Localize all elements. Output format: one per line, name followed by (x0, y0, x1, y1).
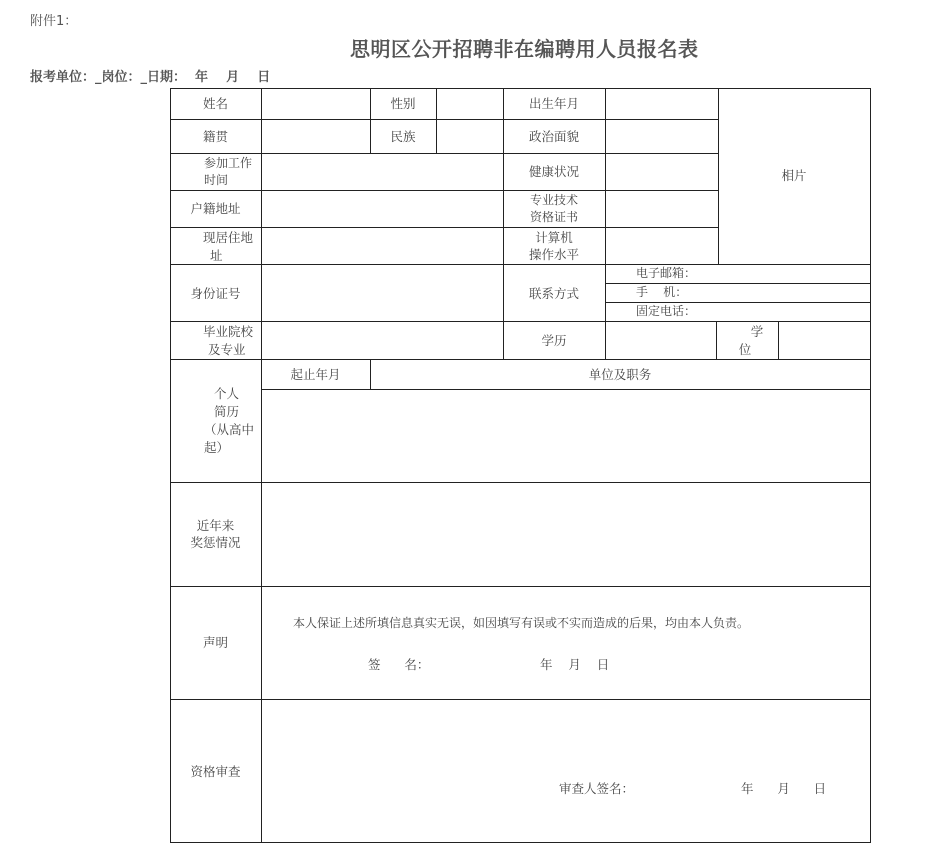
political-status-label: 政治面貌 (528, 129, 579, 144)
qualification-review-label: 资格审查 (190, 764, 241, 779)
cert-label-line1: 专业技术 (529, 193, 578, 207)
degree-label-line1: 学 (750, 324, 764, 339)
degree-label-line2: 位 (738, 342, 752, 357)
contact-label: 联系方式 (528, 286, 579, 301)
id-number-label: 身份证号 (190, 286, 241, 301)
photo-label: 相片 (781, 168, 807, 183)
health-label: 健康状况 (528, 164, 579, 179)
education-label: 学历 (541, 333, 567, 348)
work-start-label-line1: 参加工作 (204, 156, 253, 170)
resume-label-line4: 起） (204, 440, 230, 455)
declaration-label: 声明 (202, 635, 228, 650)
computer-label-line2: 操作水平 (528, 247, 579, 262)
awards-label-line2: 奖惩情况 (190, 535, 241, 550)
birth-label: 出生年月 (528, 96, 579, 111)
computer-label-line1: 计算机 (535, 230, 573, 245)
reviewer-signature-label: 审查人签名： (559, 781, 635, 796)
resume-label-line3: （从高中 (204, 422, 255, 437)
declaration-text: 本人保证上述所填信息真实无误，如因填写有误或不实而造成的后果，均由本人负责。 (293, 616, 750, 630)
cert-label-line2: 资格证书 (529, 210, 578, 224)
email-label: 电子邮箱： (636, 266, 697, 280)
review-date: 年 月 日 (741, 781, 827, 796)
native-place-label: 籍贯 (202, 129, 228, 144)
current-address-label-line1: 现居住地 (203, 230, 254, 245)
awards-label-line1: 近年来 (196, 518, 235, 533)
resume-unit-header: 单位及职务 (588, 367, 652, 382)
resume-period-header: 起止年月 (290, 367, 341, 382)
hukou-address-label: 户籍地址 (190, 201, 241, 216)
work-start-label-line2: 时间 (204, 173, 229, 187)
current-address-label-line2: 址 (210, 248, 223, 263)
school-label-line2: 及专业 (208, 342, 246, 357)
signature-date: 年 月 日 (540, 657, 610, 672)
registration-form-table (170, 88, 871, 843)
mobile-label: 手 机： (636, 285, 688, 299)
attachment-label: 附件1： (30, 14, 78, 29)
resume-label-line1: 个人 (214, 386, 240, 401)
name-label: 姓名 (202, 96, 228, 111)
school-label-line1: 毕业院校 (203, 324, 254, 339)
signature-label: 签 名： (368, 657, 430, 672)
resume-label-line2: 简历 (214, 404, 240, 419)
ethnicity-label: 民族 (390, 129, 416, 144)
page-title: 思明区公开招聘非在编聘用人员报名表 (350, 37, 699, 61)
landline-label: 固定电话： (636, 304, 697, 318)
gender-label: 性别 (390, 96, 416, 111)
header-meta-line: 报考单位：_岗位：_日期： 年 月 日 (30, 70, 271, 85)
